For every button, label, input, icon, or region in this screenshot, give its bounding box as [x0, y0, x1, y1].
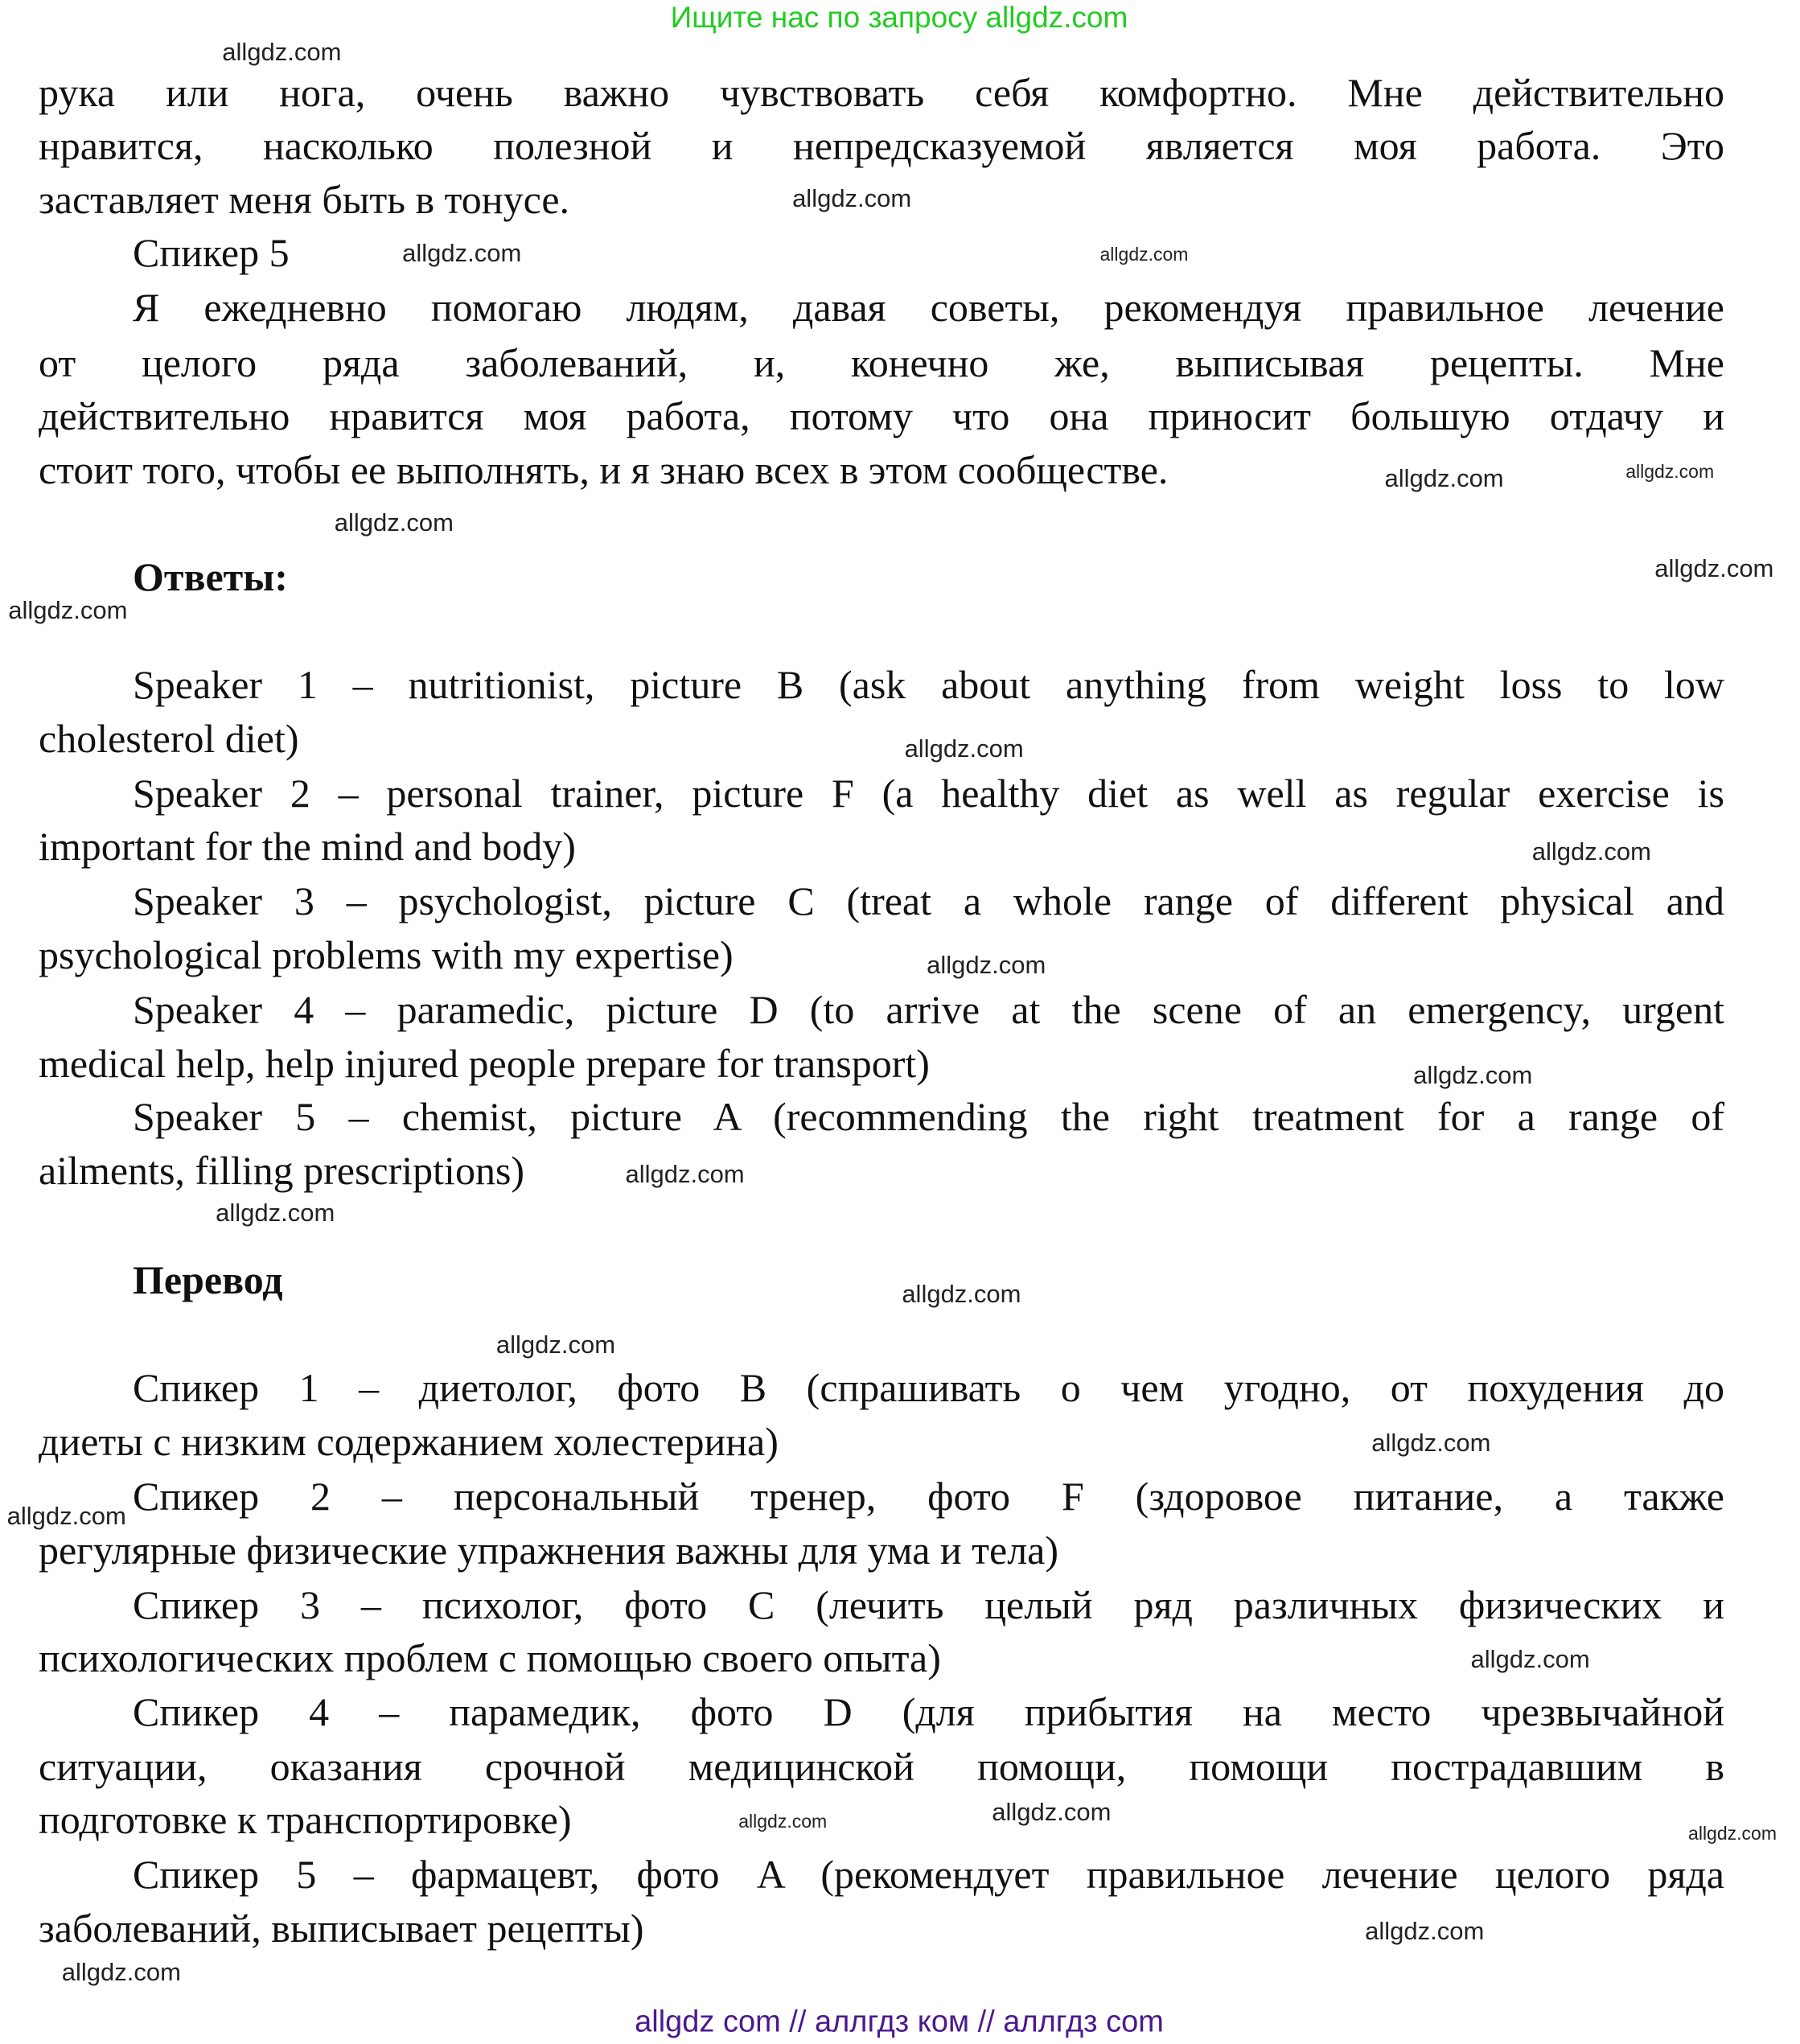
text-line: диеты с низким содержанием холестерина) — [39, 1418, 779, 1464]
watermark: allgdz.com — [1099, 244, 1189, 265]
watermark: allgdz.com — [1470, 1645, 1590, 1674]
text-line: регулярные физические упражнения важны для ума и тела) — [39, 1527, 1058, 1573]
watermark: allgdz.com — [738, 1811, 828, 1832]
text-line: Спикер 1 – диетолог, фото B (спрашивать о чем угодно, от похудения до — [133, 1365, 1724, 1411]
watermark: allgdz.com — [61, 1958, 181, 1987]
text-line: нравится, насколько полезной и непредсказуемой является моя работа. Это — [39, 123, 1724, 169]
watermark: allgdz.com — [334, 508, 454, 537]
watermark: allgdz.com — [216, 1199, 335, 1228]
text-line: Speaker 3 – psychologist, picture C (treat a whole range of different physical and — [133, 878, 1724, 924]
watermark: allgdz.com — [927, 951, 1046, 980]
text-line: ситуации, оказания срочной медицинской помощи, помощи пострадавшим в — [39, 1743, 1724, 1789]
text-line: medical help, help injured people prepare for transport) — [39, 1040, 930, 1086]
watermark: allgdz.com — [1625, 460, 1715, 482]
watermark: allgdz.com — [8, 596, 128, 625]
text-line: от целого ряда заболеваний, и, конечно же, выписывая рецепты. Мне — [39, 339, 1724, 385]
text-line: заболеваний, выписывает рецепты) — [39, 1905, 644, 1951]
watermark: allgdz.com — [1365, 1916, 1485, 1945]
text-line: important for the mind and body) — [39, 824, 576, 870]
text-line: cholesterol diet) — [39, 715, 299, 761]
watermark: allgdz.com — [902, 1280, 1021, 1309]
text-line: Спикер 5 — [133, 230, 290, 276]
text-line: Я ежедневно помогаю людям, давая советы, рекомендуя правильное лечение — [133, 285, 1724, 331]
text-line: psychological problems with my expertise) — [39, 932, 734, 977]
search-hint-banner: Ищите нас по запросу allgdz.com — [670, 1, 1128, 34]
text-line: заставляет меня быть в тонусе. — [39, 176, 570, 222]
text-line: Спикер 4 – парамедик, фото D (для прибытия на место чрезвычайной — [133, 1688, 1724, 1734]
text-line: Спикер 5 – фармацевт, фото A (рекомендует правильное лечение целого ряда — [133, 1852, 1724, 1898]
section-heading: Ответы: — [133, 553, 288, 599]
text-line: Speaker 2 – personal trainer, picture F (a healthy diet as well as regular exercise is — [133, 770, 1724, 816]
text-line: психологических проблем с помощью своего опыта) — [39, 1635, 941, 1681]
watermark: allgdz.com — [992, 1797, 1112, 1826]
watermark: allgdz.com — [625, 1159, 745, 1188]
watermark: allgdz.com — [6, 1501, 126, 1530]
text-line: Speaker 4 – paramedic, picture D (to arrive at the scene of an emergency, urgent — [133, 987, 1724, 1033]
watermark: allgdz.com — [1654, 554, 1774, 583]
text-line: Спикер 3 – психолог, фото C (лечить целый ряд различных физических и — [133, 1581, 1724, 1627]
watermark: allgdz.com — [1531, 837, 1651, 866]
text-line: подготовке к транспортировке) — [39, 1797, 572, 1843]
watermark: allgdz.com — [1384, 464, 1504, 493]
watermark: allgdz.com — [1688, 1822, 1777, 1844]
text-line: Speaker 5 – chemist, picture A (recommending the right treatment for a range of — [133, 1094, 1724, 1140]
watermark: allgdz.com — [495, 1330, 616, 1359]
text-line: действительно нравится моя работа, потому что она приносит большую отдачу и — [39, 393, 1724, 439]
text-line: Speaker 1 – nutritionist, picture B (ask about anything from weight loss to low — [133, 662, 1724, 708]
footer-watermark: allgdz com // аллгдз ком // аллгдз com — [635, 2005, 1164, 2039]
watermark: allgdz.com — [1371, 1428, 1491, 1457]
text-line: Спикер 2 – персональный тренер, фото F (здоровое питание, а также — [133, 1474, 1724, 1520]
section-heading: Перевод — [133, 1256, 283, 1302]
watermark: allgdz.com — [1413, 1060, 1533, 1089]
watermark: allgdz.com — [904, 734, 1024, 763]
watermark: allgdz.com — [402, 238, 522, 267]
text-line: рука или нога, очень важно чувствовать себя комфортно. Мне действительно — [39, 69, 1724, 115]
watermark: allgdz.com — [222, 37, 342, 66]
text-line: стоит того, чтобы ее выполнять, и я знаю всех в этом сообществе. — [39, 446, 1169, 492]
watermark: allgdz.com — [792, 183, 912, 212]
text-line: ailments, filling prescriptions) — [39, 1147, 525, 1193]
